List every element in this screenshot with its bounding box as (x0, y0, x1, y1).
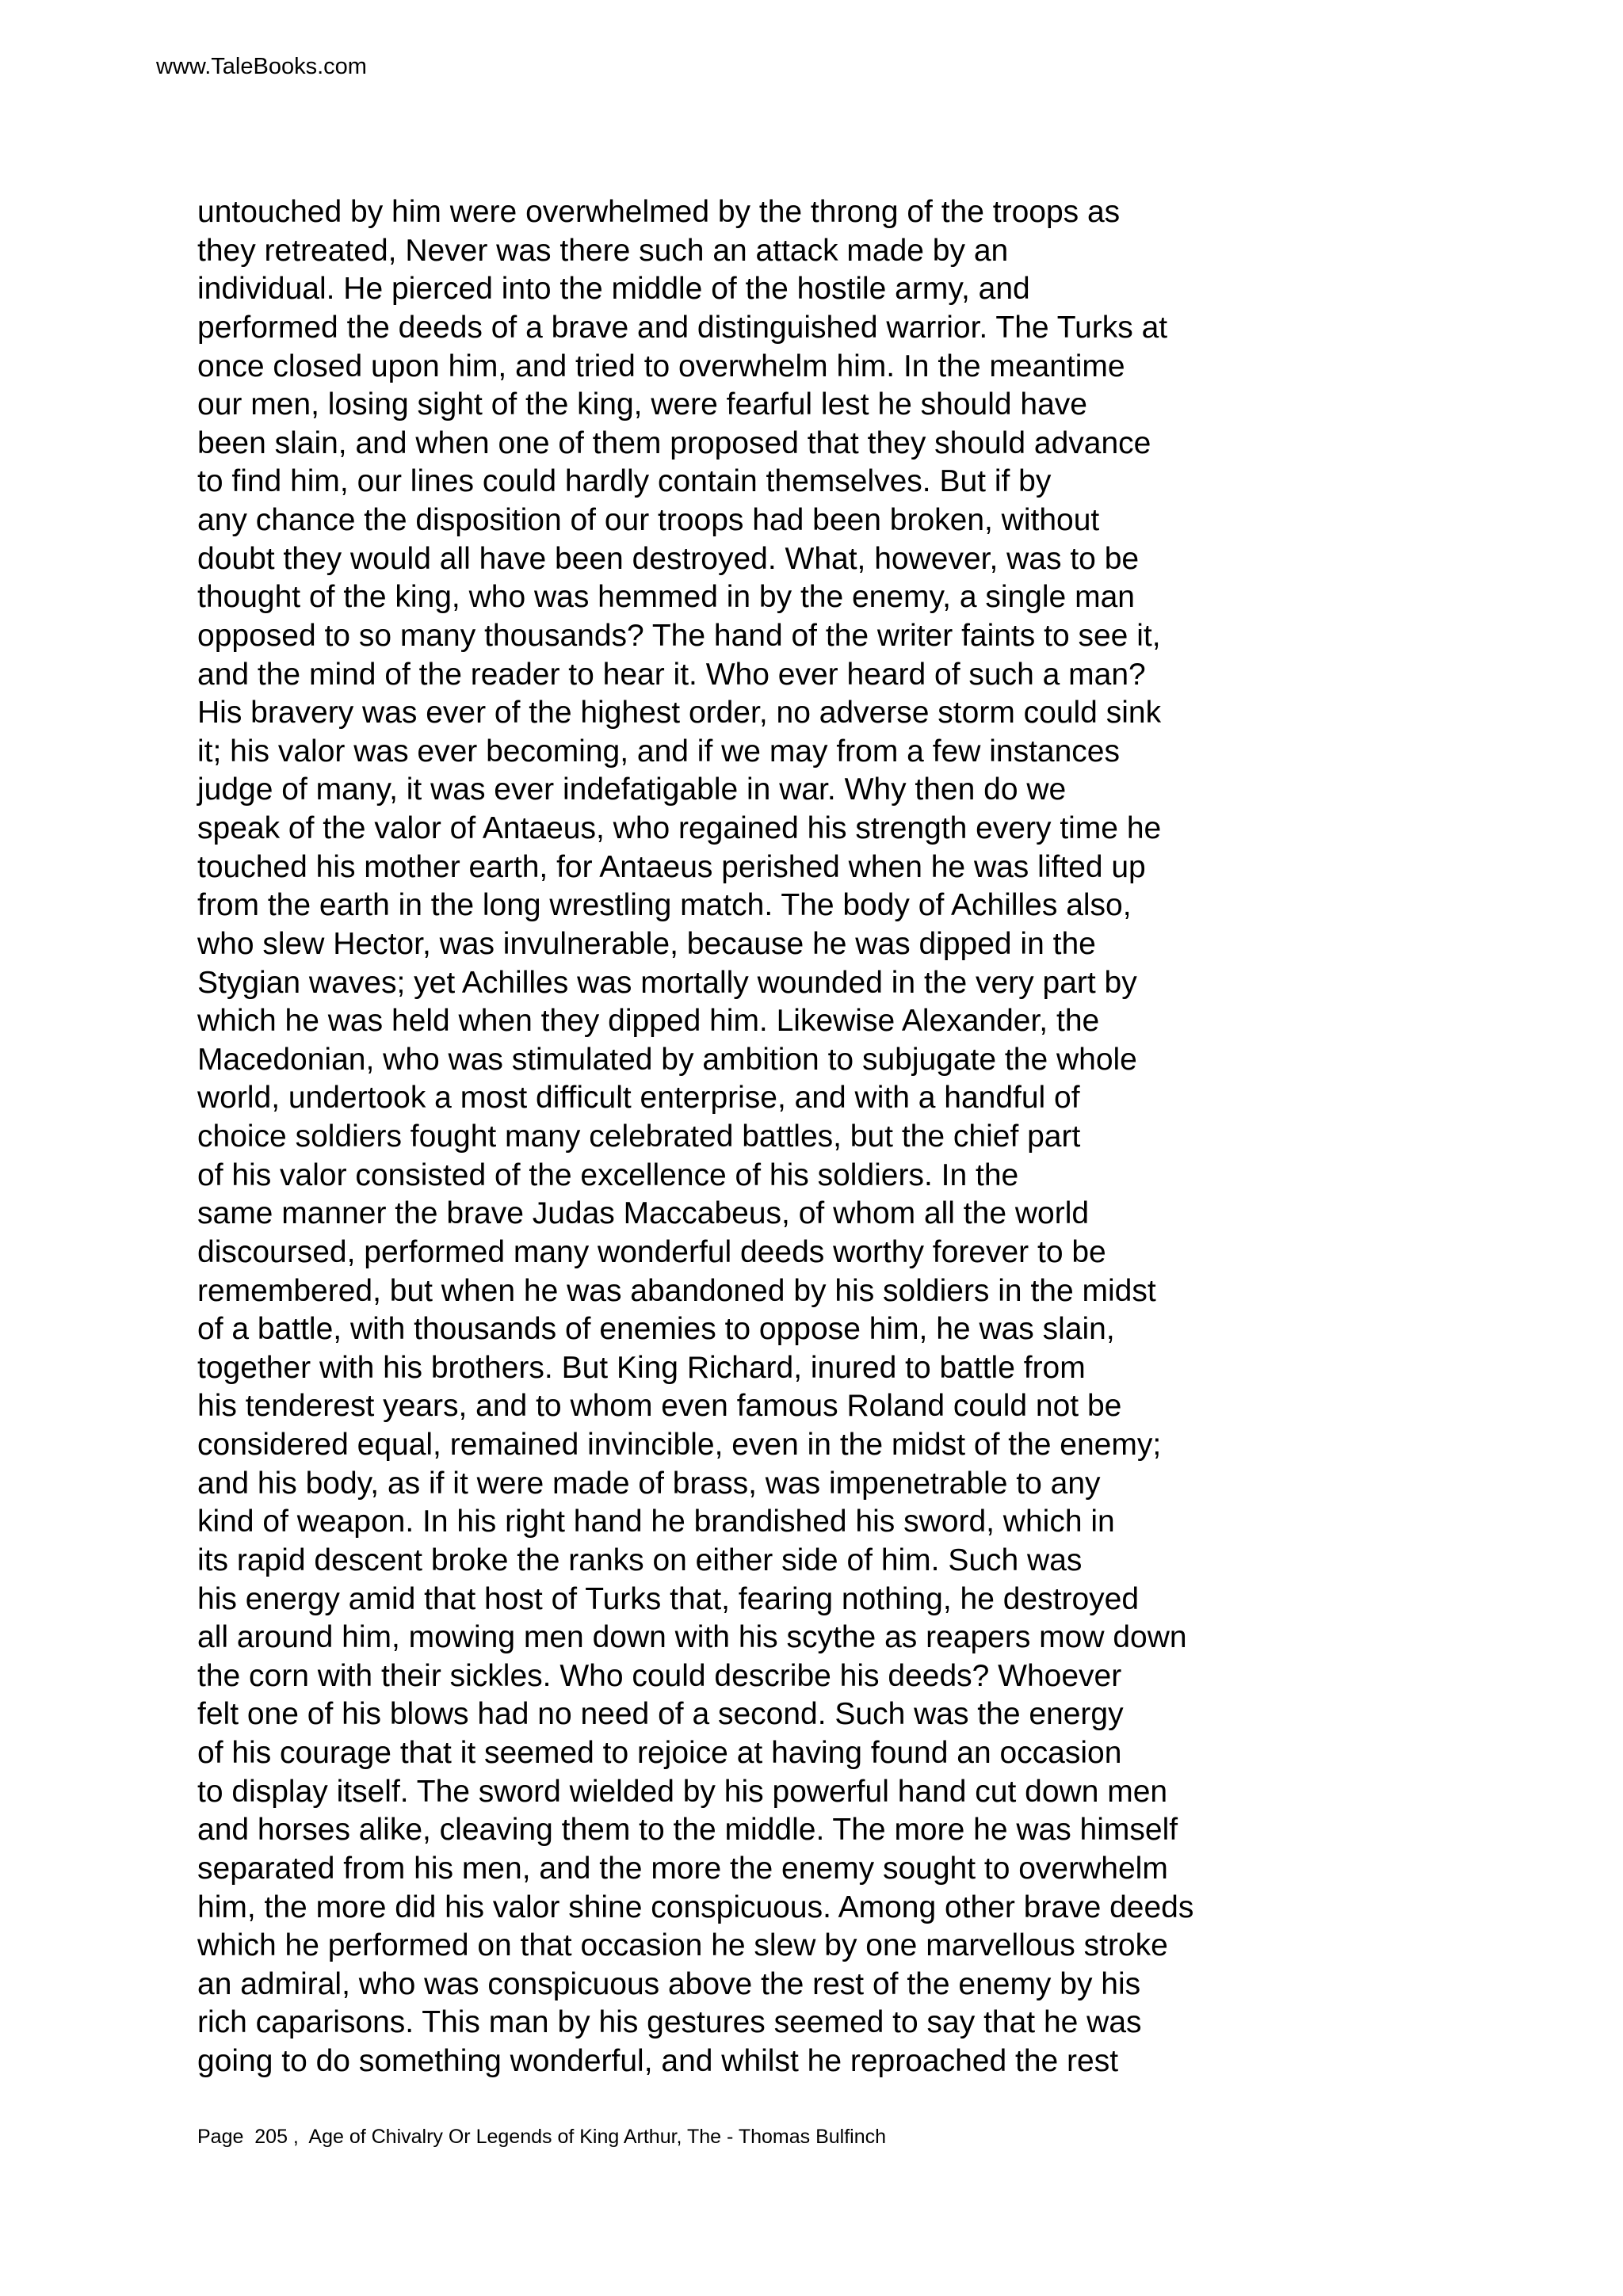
text-line: which he was held when they dipped him. Likewise Alexander, the (197, 1004, 1100, 1039)
text-line: rich caparisons. This man by his gestures seemed to say that he was (197, 2005, 1142, 2040)
text-line: considered equal, remained invincible, even in the midst of the enemy; (197, 1428, 1162, 1462)
text-line: any chance the disposition of our troops had been broken, without (197, 503, 1100, 537)
text-line: who slew Hector, was invulnerable, because he was dipped in the (197, 926, 1096, 961)
text-line: once closed upon him, and tried to overwhelm him. In the meantime (197, 349, 1125, 383)
text-line: and his body, as if it were made of brass, was impenetrable to any (197, 1466, 1101, 1501)
text-line: Stygian waves; yet Achilles was mortally wounded in the very part by (197, 965, 1137, 1000)
text-line: untouched by him were overwhelmed by the throng of the troops as (197, 195, 1121, 229)
text-line: judge of many, it was ever indefatigable in war. Why then do we (197, 772, 1067, 807)
page-footer: Page 205 , Age of Chivalry Or Legends of King Arthur, The - Thomas Bulfinch (197, 2126, 887, 2148)
text-line: world, undertook a most difficult enterprise, and with a handful of (197, 1081, 1080, 1116)
body-text (197, 193, 1545, 2081)
text-line: its rapid descent broke the ranks on either side of him. Such was (197, 1543, 1083, 1577)
text-line: of his valor consisted of the excellence of his soldiers. In the (197, 1158, 1019, 1192)
text-line: his energy amid that host of Turks that, fearing nothing, he destroyed (197, 1581, 1140, 1616)
text-line: thought of the king, who was hemmed in by the enemy, a single man (197, 580, 1135, 615)
text-line: going to do something wonderful, and whilst he reproached the rest (197, 2044, 1119, 2078)
text-line: speak of the valor of Antaeus, who regained his strength every time he (197, 811, 1162, 845)
text-line: together with his brothers. But King Richard, inured to battle from (197, 1350, 1086, 1385)
text-line: it; his valor was ever becoming, and if we may from a few instances (197, 734, 1120, 769)
text-line: him, the more did his valor shine conspicuous. Among other brave deeds (197, 1890, 1194, 1924)
text-line: all around him, mowing men down with his scythe as reapers mow down (197, 1620, 1187, 1655)
site-url-header: www.TaleBooks.com (156, 54, 367, 79)
text-line: our men, losing sight of the king, were fearful lest he should have (197, 387, 1087, 422)
text-line: felt one of his blows had no need of a second. Such was the energy (197, 1697, 1124, 1732)
text-line: from the earth in the long wrestling match. The body of Achilles also, (197, 888, 1132, 923)
text-line: to find him, our lines could hardly contain themselves. But if by (197, 464, 1052, 499)
text-line: His bravery was ever of the highest order, no adverse storm could sink (197, 696, 1162, 730)
text-line: of his courage that it seemed to rejoice at having found an occasion (197, 1736, 1122, 1770)
text-line: they retreated, Never was there such an attack made by an (197, 233, 1009, 268)
text-line: which he performed on that occasion he slew by one marvellous stroke (197, 1928, 1168, 1963)
text-line: an admiral, who was conspicuous above the rest of the enemy by his (197, 1966, 1141, 2001)
text-line: the corn with their sickles. Who could describe his deeds? Whoever (197, 1658, 1122, 1693)
text-line: his tenderest years, and to whom even famous Roland could not be (197, 1389, 1122, 1424)
text-line: opposed to so many thousands? The hand of the writer faints to see it, (197, 618, 1161, 653)
text-line: remembered, but when he was abandoned by his soldiers in the midst (197, 1273, 1156, 1308)
text-line: discoursed, performed many wonderful deeds worthy forever to be (197, 1234, 1106, 1269)
text-line: been slain, and when one of them proposed that they should advance (197, 425, 1151, 460)
text-line: and the mind of the reader to hear it. Who ever heard of such a man? (197, 657, 1146, 692)
text-line: doubt they would all have been destroyed. What, however, was to be (197, 541, 1140, 576)
text-line: separated from his men, and the more the enemy sought to overwhelm (197, 1851, 1168, 1886)
text-line: kind of weapon. In his right hand he brandished his sword, which in (197, 1505, 1115, 1539)
text-line: choice soldiers fought many celebrated battles, but the chief part (197, 1119, 1081, 1154)
text-line: and horses alike, cleaving them to the middle. The more he was himself (197, 1813, 1178, 1848)
text-line: performed the deeds of a brave and distinguished warrior. The Turks at (197, 310, 1168, 345)
text-line: to display itself. The sword wielded by his powerful hand cut down men (197, 1774, 1168, 1809)
text-line: Macedonian, who was stimulated by ambition to subjugate the whole (197, 1042, 1137, 1077)
text-line: touched his mother earth, for Antaeus perished when he was lifted up (197, 849, 1146, 884)
text-line: of a battle, with thousands of enemies to oppose him, he was slain, (197, 1312, 1115, 1347)
text-line: same manner the brave Judas Maccabeus, of whom all the world (197, 1196, 1090, 1231)
text-line: individual. He pierced into the middle of the hostile army, and (197, 272, 1030, 307)
